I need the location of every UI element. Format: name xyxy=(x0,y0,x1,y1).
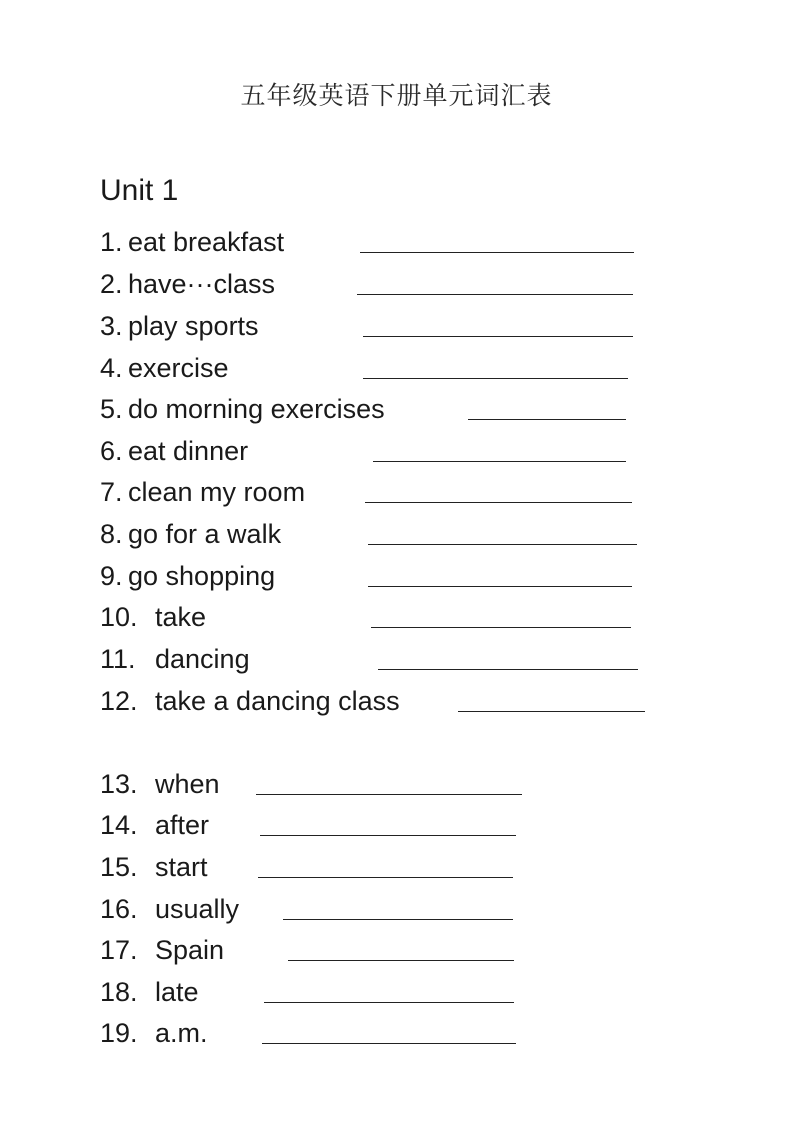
item-word: when xyxy=(155,769,220,799)
answer-blank[interactable] xyxy=(260,835,516,836)
item-number: 17. xyxy=(100,935,138,965)
item-word: eat dinner xyxy=(128,436,249,466)
page-title: 五年级英语下册单元词汇表 xyxy=(240,81,553,110)
vocab-item xyxy=(100,556,700,596)
item-word: take a dancing class xyxy=(155,686,400,716)
vocab-item xyxy=(100,681,700,721)
answer-blank[interactable] xyxy=(368,544,637,545)
item-word: late xyxy=(155,977,199,1007)
vocab-item xyxy=(100,389,700,429)
vocab-item xyxy=(100,889,700,929)
item-word: take xyxy=(155,602,207,632)
vocab-item xyxy=(100,972,700,1012)
item-number: 3. xyxy=(100,311,123,341)
vocab-item xyxy=(100,472,700,512)
vocab-item xyxy=(100,639,700,679)
answer-blank[interactable] xyxy=(288,960,514,961)
item-word: have···class xyxy=(128,269,276,299)
item-number: 9. xyxy=(100,561,123,591)
answer-blank[interactable] xyxy=(368,586,632,587)
item-number: 10. xyxy=(100,602,138,632)
answer-blank[interactable] xyxy=(363,336,633,337)
item-number: 8. xyxy=(100,519,123,549)
answer-blank[interactable] xyxy=(373,461,626,462)
vocab-item xyxy=(100,847,700,887)
item-word: a.m. xyxy=(155,1018,208,1048)
item-word: after xyxy=(155,810,210,840)
item-number: 19. xyxy=(100,1018,138,1048)
answer-blank[interactable] xyxy=(458,711,645,712)
vocab-item xyxy=(100,930,700,970)
item-word: clean my room xyxy=(128,477,306,507)
item-number: 5. xyxy=(100,394,123,424)
answer-blank[interactable] xyxy=(256,794,522,795)
item-number: 11. xyxy=(100,644,136,674)
item-number: 6. xyxy=(100,436,123,466)
item-number: 16. xyxy=(100,894,138,924)
answer-blank[interactable] xyxy=(264,1002,514,1003)
item-word: Spain xyxy=(155,935,225,965)
item-word: start xyxy=(155,852,208,882)
vocab-item xyxy=(100,264,700,304)
item-number: 1. xyxy=(100,227,123,257)
answer-blank[interactable] xyxy=(365,502,632,503)
item-number: 4. xyxy=(100,353,123,383)
item-number: 7. xyxy=(100,477,123,507)
item-number: 2. xyxy=(100,269,123,299)
vocab-item xyxy=(100,222,700,262)
answer-blank[interactable] xyxy=(360,252,634,253)
item-number: 14. xyxy=(100,810,138,840)
item-number: 12. xyxy=(100,686,138,716)
answer-blank[interactable] xyxy=(468,419,626,420)
item-word: usually xyxy=(155,894,240,924)
answer-blank[interactable] xyxy=(283,919,513,920)
vocab-item xyxy=(100,514,700,554)
vocab-item xyxy=(100,597,700,637)
answer-blank[interactable] xyxy=(262,1043,516,1044)
answer-blank[interactable] xyxy=(363,378,628,379)
item-word: dancing xyxy=(155,644,250,674)
unit-heading: Unit 1 xyxy=(100,174,179,207)
item-number: 13. xyxy=(100,769,138,799)
vocab-item xyxy=(100,1013,700,1053)
vocab-item xyxy=(100,805,700,845)
item-number: 15. xyxy=(100,852,138,882)
item-number: 18. xyxy=(100,977,138,1007)
item-word: play sports xyxy=(128,311,259,341)
answer-blank[interactable] xyxy=(378,669,638,670)
item-word: go shopping xyxy=(128,561,276,591)
item-word: exercise xyxy=(128,353,229,383)
answer-blank[interactable] xyxy=(371,627,631,628)
vocab-item xyxy=(100,348,700,388)
vocab-item xyxy=(100,306,700,346)
item-word: do morning exercises xyxy=(128,394,385,424)
item-word: go for a walk xyxy=(128,519,282,549)
vocab-item xyxy=(100,431,700,471)
answer-blank[interactable] xyxy=(258,877,513,878)
vocab-item xyxy=(100,764,700,804)
item-word: eat breakfast xyxy=(128,227,285,257)
answer-blank[interactable] xyxy=(357,294,633,295)
